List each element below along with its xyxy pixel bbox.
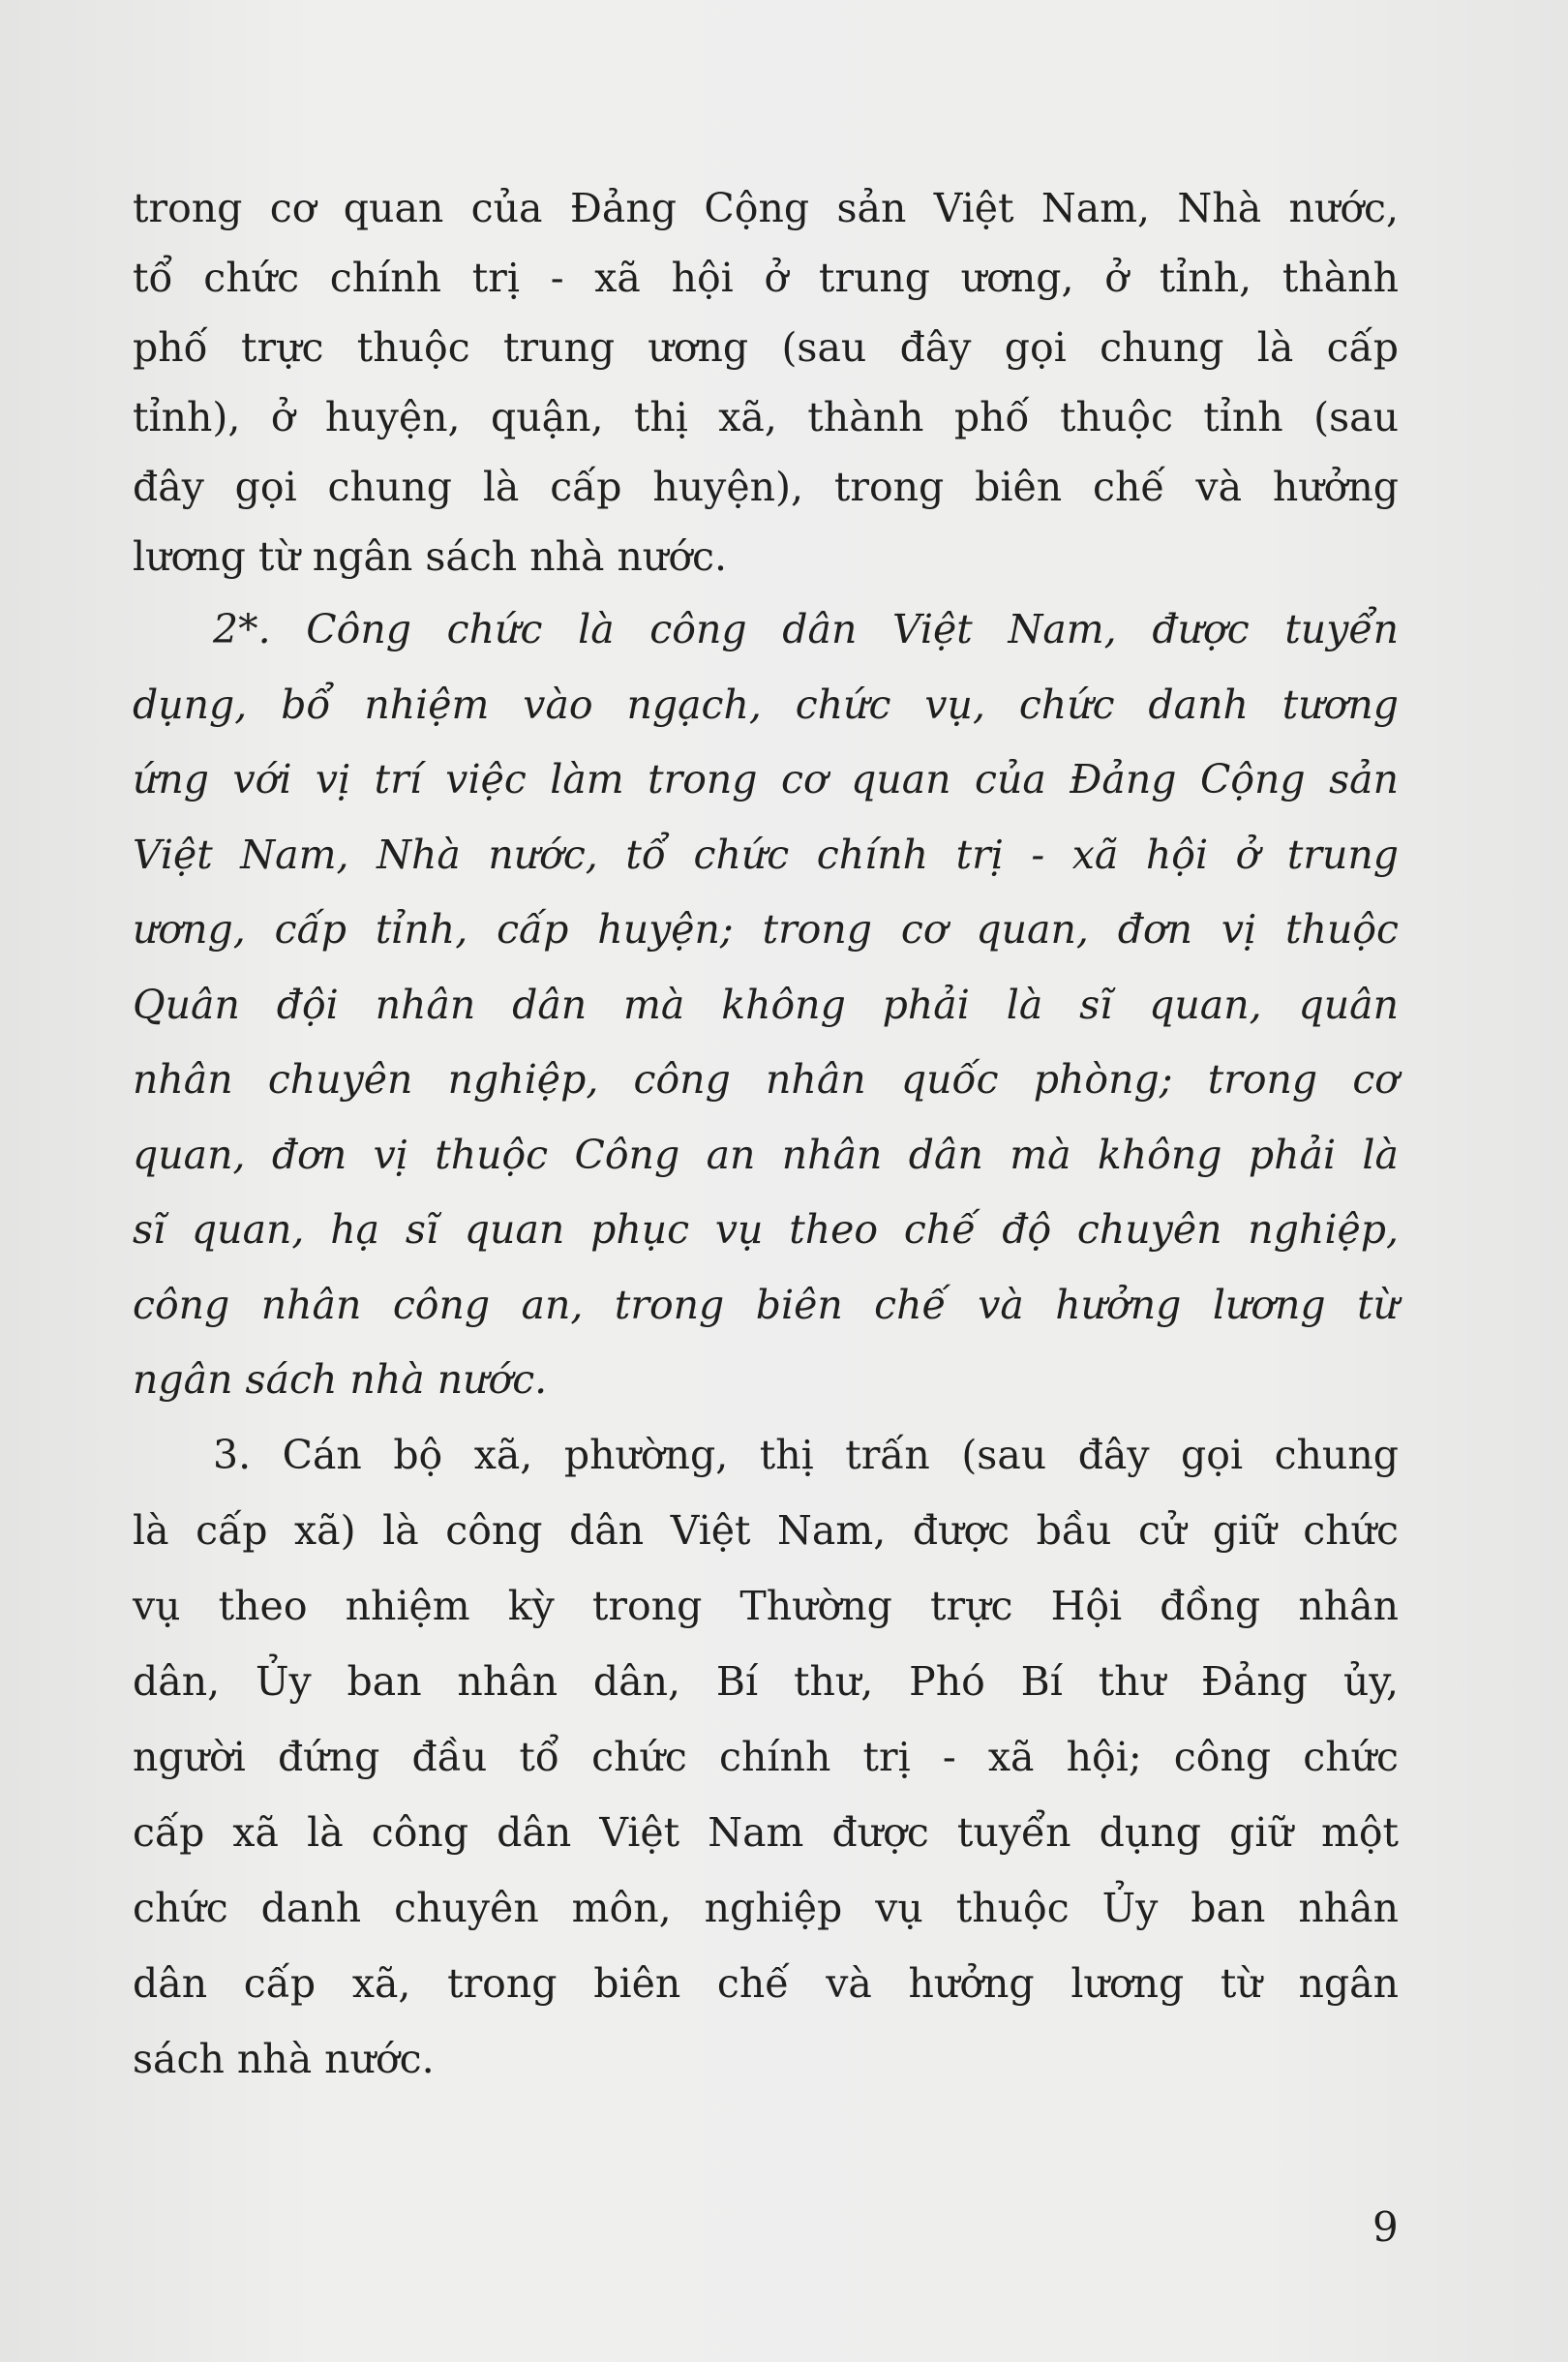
text-line: ứng với vị trí việc làm trong cơ quan của Đảng Cộng sản [133, 756, 1399, 802]
text-line: 2*. Công chức là công dân Việt Nam, được tuyển [213, 606, 1399, 652]
text-line: vụ theo nhiệm kỳ trong Thường trực Hội đồng nhân [133, 1583, 1399, 1629]
text-line: tổ chức chính trị - xã hội ở trung ương, ở tỉnh, thành [133, 255, 1399, 301]
paragraph-3 [133, 1417, 1399, 2097]
text-line: 3. Cán bộ xã, phường, thị trấn (sau đây gọi chung [213, 1432, 1399, 1478]
text-line: dụng, bổ nhiệm vào ngạch, chức vụ, chức danh tương [133, 681, 1399, 728]
paragraph-1 [133, 173, 1399, 591]
text-line: sách nhà nước. [133, 2036, 435, 2082]
text-line: nhân chuyên nghiệp, công nhân quốc phòng; trong cơ [133, 1056, 1399, 1103]
text-line: đây gọi chung là cấp huyện), trong biên chế và hưởng [133, 464, 1399, 510]
text-line: ương, cấp tỉnh, cấp huyện; trong cơ quan, đơn vị thuộc [133, 906, 1399, 953]
text-line: sĩ quan, hạ sĩ quan phục vụ theo chế độ chuyên nghiệp, [133, 1206, 1399, 1253]
text-line: quan, đơn vị thuộc Công an nhân dân mà không phải là [133, 1131, 1399, 1178]
text-line: cấp xã là công dân Việt Nam được tuyển dụng giữ một [133, 1809, 1399, 1856]
text-line: lương từ ngân sách nhà nước. [133, 533, 727, 580]
text-line: trong cơ quan của Đảng Cộng sản Việt Nam, Nhà nước, [133, 185, 1399, 231]
page-number: 9 [1372, 2203, 1399, 2251]
text-line: dân cấp xã, trong biên chế và hưởng lương từ ngân [133, 1960, 1399, 2007]
text-line: dân, Ủy ban nhân dân, Bí thư, Phó Bí thư Đảng ủy, [133, 1658, 1399, 1705]
text-line: Việt Nam, Nhà nước, tổ chức chính trị - xã hội ở trung [133, 831, 1399, 878]
text-line: ngân sách nhà nước. [133, 1356, 548, 1403]
text-line: Quân đội nhân dân mà không phải là sĩ quan, quân [133, 981, 1399, 1028]
paragraph-2-italic [133, 592, 1399, 1418]
text-line: người đứng đầu tổ chức chính trị - xã hội; công chức [133, 1734, 1399, 1780]
text-line: chức danh chuyên môn, nghiệp vụ thuộc Ủy ban nhân [133, 1885, 1399, 1931]
text-line: tỉnh), ở huyện, quận, thị xã, thành phố thuộc tỉnh (sau [133, 394, 1399, 440]
text-line: công nhân công an, trong biên chế và hưởng lương từ [133, 1281, 1399, 1328]
text-line: phố trực thuộc trung ương (sau đây gọi chung là cấp [133, 324, 1399, 371]
text-line: là cấp xã) là công dân Việt Nam, được bầu cử giữ chức [133, 1507, 1399, 1554]
